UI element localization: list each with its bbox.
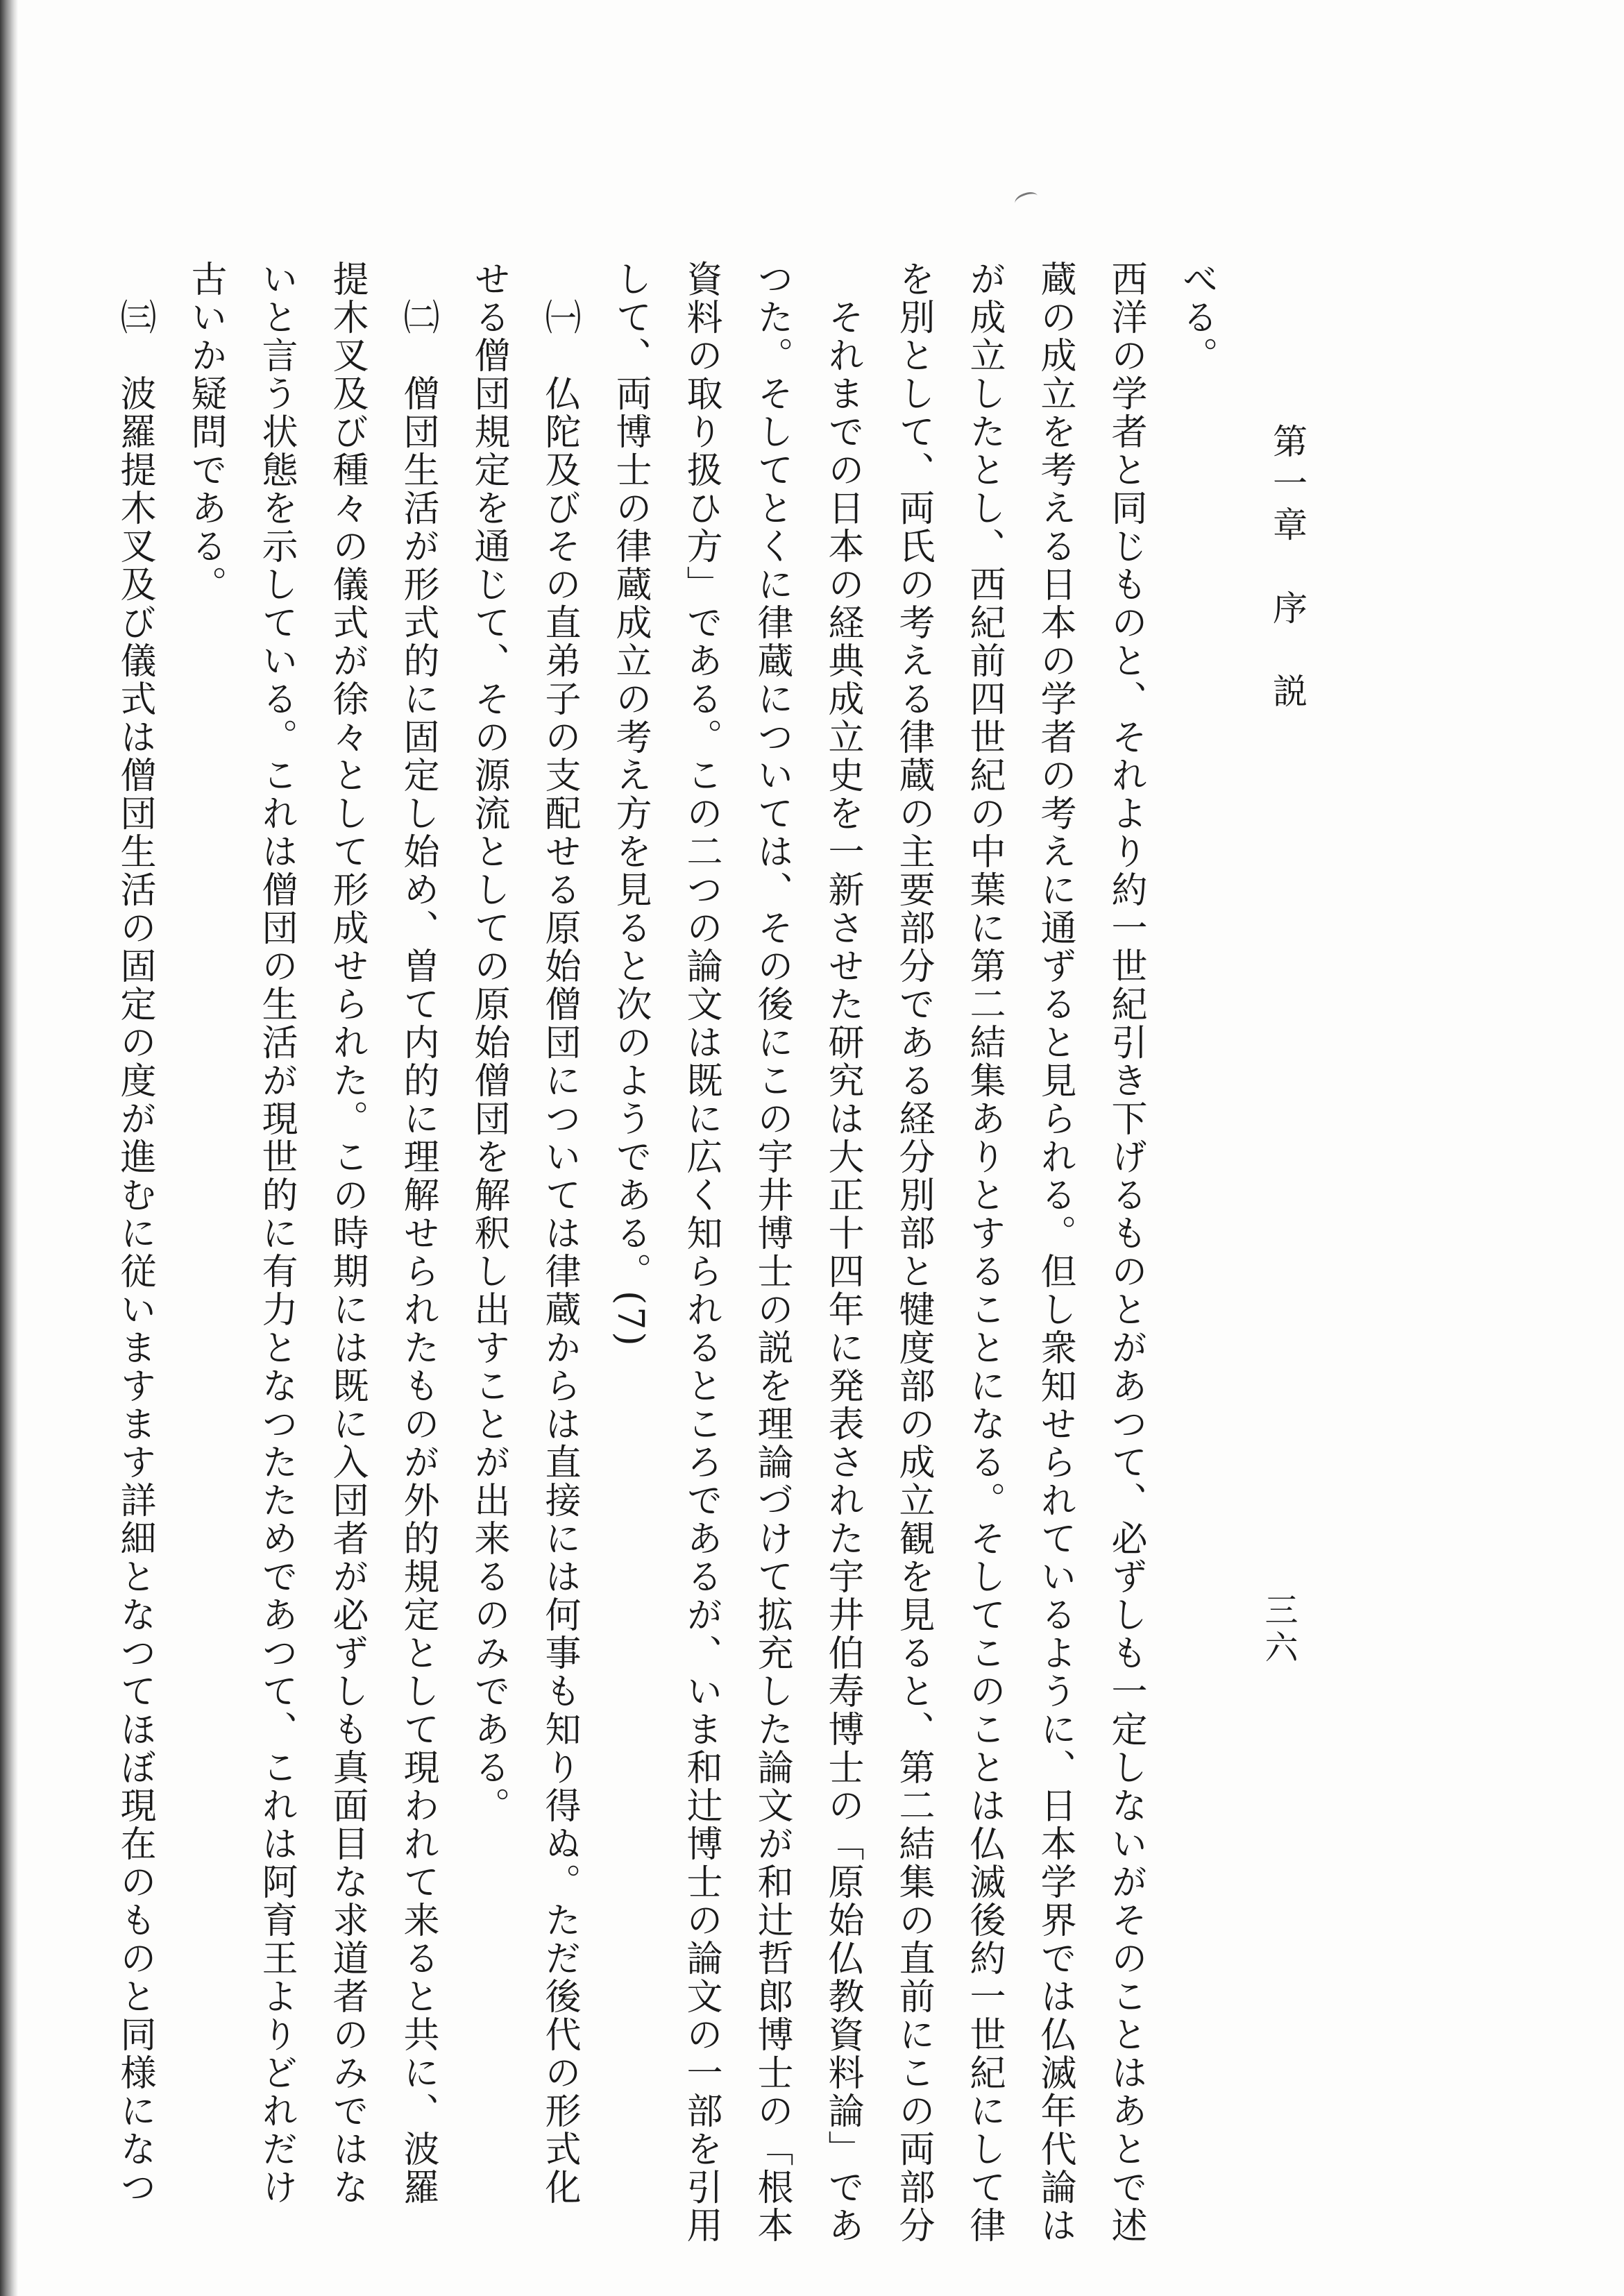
stray-pen-mark [1013, 189, 1040, 210]
chapter-header: 第一章 序 説 [1267, 423, 1308, 715]
text-column: 提木叉及び種々の儀式が徐々として形成せられた。この時期には既に入団者が必ずしも真面目な求道者のみではな [326, 260, 368, 2206]
text-column: 蔵の成立を考える日本の学者の考えに通ずると見られる。但し衆知せられているように、日本学界では仏滅年代論は [1034, 260, 1076, 2245]
text-column: ㈡ 僧団生活が形式的に固定し始め、曽て内的に理解せられたものが外的規定として現われて来ると共に、波羅 [397, 260, 439, 2206]
page-number: 三六 [1259, 1592, 1298, 1667]
body-text [114, 260, 1232, 2269]
text-column: ㈢ 波羅提木叉及び儀式は僧団生活の固定の度が進むに従いますます詳細となつてほぼ現在のものと同様になつ [114, 260, 155, 2206]
text-column: 古いか疑問である。 [185, 260, 226, 604]
text-column: 資料の取り扱ひ方」である。この二つの論文は既に広く知られるところであるが、いま和辻博士の論文の一部を引用 [680, 260, 722, 2245]
text-column: つた。そしてとくに律蔵については、その後にこの宇井博士の説を理論づけて拡充した論文が和辻哲郎博士の「根本 [751, 260, 793, 2245]
text-column: べる。 [1176, 260, 1217, 375]
text-column: 西洋の学者と同じものと、それより約一世紀引き下げるものとがあつて、必ずしも一定しないがそのことはあとで述 [1105, 260, 1147, 2245]
text-column: して、両博士の律蔵成立の考え方を見ると次のようである。(7) [609, 260, 651, 1348]
text-column: せる僧団規定を通じて、その源流としての原始僧団を解釈し出すことが出来るのみである。 [468, 260, 509, 1825]
text-column: を別として、両氏の考える律蔵の主要部分である経分別部と犍度部の成立観を見ると、第二結集の直前にこの両部分 [893, 260, 934, 2245]
scan-binding-shadow [0, 0, 18, 2296]
text-column: それまでの日本の経典成立史を一新させた研究は大正十四年に発表された宇井伯寿博士の「原始仏教資料論」であ [822, 260, 863, 2245]
text-column: いと言う状態を示している。これは僧団の生活が現世的に有力となつたためであつて、これは阿育王よりどれだけ [255, 260, 297, 2206]
text-column: ㈠ 仏陀及びその直弟子の支配せる原始僧団については律蔵からは直接には何事も知り得ぬ。ただ後代の形式化 [539, 260, 580, 2206]
text-column: が成立したとし、西紀前四世紀の中葉に第二結集ありとすることになる。そしてこのことは仏滅後約一世紀にして律 [963, 260, 1005, 2245]
